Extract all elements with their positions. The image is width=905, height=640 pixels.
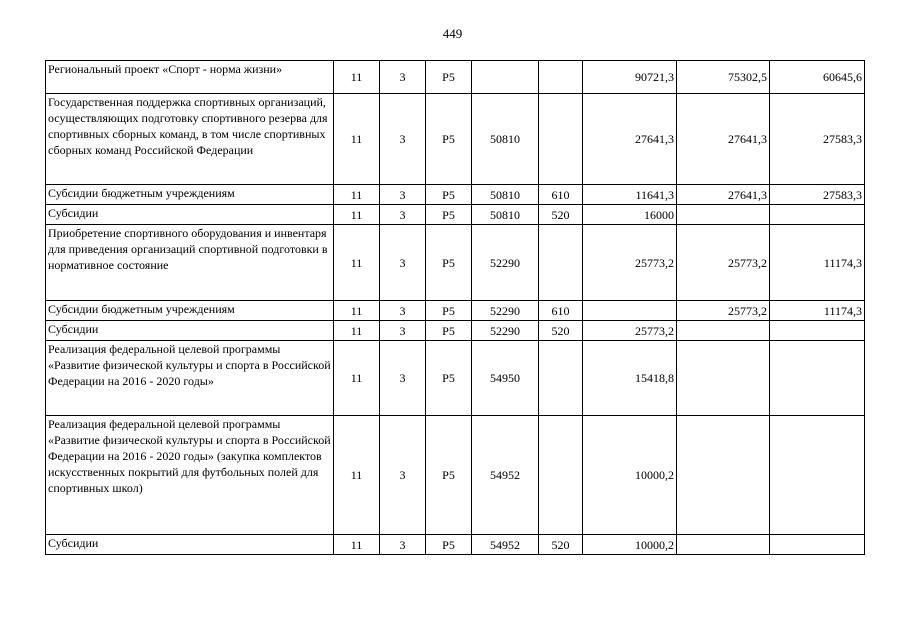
cell-subsection: 3 (380, 416, 426, 535)
table-row (46, 225, 865, 301)
cell-section: 11 (334, 301, 380, 321)
table-row (46, 94, 865, 185)
cell-subsection: 3 (380, 535, 426, 555)
cell-amount-year2: 25773,2 (677, 225, 770, 301)
cell-name: Региональный проект «Спорт - норма жизни» (46, 61, 334, 94)
budget-table (45, 60, 865, 555)
cell-name: Реализация федеральной целевой программы «Развитие физической культуры и спорта в Российской Федерации на 2016 - 2020 годы» (закупка комплектов искусственных покрытий для футбольных полей для спортивных школ) (46, 416, 334, 535)
table-row (46, 205, 865, 225)
cell-amount-year1: 27641,3 (583, 94, 677, 185)
cell-name: Субсидии (46, 205, 334, 225)
cell-section: 11 (334, 416, 380, 535)
table-row (46, 341, 865, 416)
cell-amount-year1: 10000,2 (583, 535, 677, 555)
cell-direction: 52290 (472, 301, 539, 321)
cell-section: 11 (334, 61, 380, 94)
cell-amount-year3 (770, 341, 865, 416)
cell-program: Р5 (426, 205, 472, 225)
cell-program: Р5 (426, 185, 472, 205)
cell-name: Субсидии (46, 535, 334, 555)
table-row (46, 185, 865, 205)
cell-section: 11 (334, 205, 380, 225)
cell-subsection: 3 (380, 94, 426, 185)
cell-amount-year2: 75302,5 (677, 61, 770, 94)
cell-expense-type (539, 61, 583, 94)
cell-program: Р5 (426, 301, 472, 321)
cell-program: Р5 (426, 416, 472, 535)
cell-section: 11 (334, 535, 380, 555)
cell-amount-year2: 27641,3 (677, 185, 770, 205)
cell-amount-year3: 11174,3 (770, 225, 865, 301)
cell-subsection: 3 (380, 225, 426, 301)
cell-section: 11 (334, 225, 380, 301)
cell-name: Государственная поддержка спортивных организаций, осуществляющих подготовку спортивного резерва для спортивных сборных команд, в том числе спортивных сборных команд Российской Федерации (46, 94, 334, 185)
cell-subsection: 3 (380, 301, 426, 321)
cell-amount-year3: 60645,6 (770, 61, 865, 94)
cell-subsection: 3 (380, 61, 426, 94)
cell-expense-type: 520 (539, 205, 583, 225)
cell-program: Р5 (426, 94, 472, 185)
cell-amount-year2 (677, 321, 770, 341)
table-row (46, 321, 865, 341)
cell-subsection: 3 (380, 185, 426, 205)
cell-amount-year3 (770, 535, 865, 555)
cell-expense-type: 610 (539, 185, 583, 205)
cell-expense-type (539, 416, 583, 535)
cell-amount-year2 (677, 416, 770, 535)
cell-amount-year3 (770, 321, 865, 341)
cell-amount-year3: 27583,3 (770, 185, 865, 205)
table-row (46, 61, 865, 94)
cell-program: Р5 (426, 225, 472, 301)
cell-amount-year2 (677, 205, 770, 225)
cell-amount-year1: 25773,2 (583, 321, 677, 341)
cell-subsection: 3 (380, 205, 426, 225)
cell-section: 11 (334, 94, 380, 185)
cell-amount-year3: 27583,3 (770, 94, 865, 185)
table-row (46, 301, 865, 321)
cell-amount-year3 (770, 205, 865, 225)
cell-expense-type: 520 (539, 535, 583, 555)
cell-amount-year1 (583, 301, 677, 321)
cell-name: Реализация федеральной целевой программы «Развитие физической культуры и спорта в Российской Федерации на 2016 - 2020 годы» (46, 341, 334, 416)
cell-program: Р5 (426, 321, 472, 341)
cell-direction: 54952 (472, 416, 539, 535)
cell-subsection: 3 (380, 321, 426, 341)
cell-amount-year1: 10000,2 (583, 416, 677, 535)
cell-name: Субсидии бюджетным учреждениям (46, 301, 334, 321)
table-row (46, 416, 865, 535)
cell-amount-year1: 11641,3 (583, 185, 677, 205)
cell-amount-year2 (677, 341, 770, 416)
cell-section: 11 (334, 185, 380, 205)
cell-amount-year2: 27641,3 (677, 94, 770, 185)
cell-amount-year3: 11174,3 (770, 301, 865, 321)
cell-expense-type: 610 (539, 301, 583, 321)
cell-amount-year2 (677, 535, 770, 555)
cell-direction: 52290 (472, 225, 539, 301)
cell-amount-year3 (770, 416, 865, 535)
page-number: 449 (442, 26, 463, 41)
cell-direction: 52290 (472, 321, 539, 341)
cell-program: Р5 (426, 61, 472, 94)
cell-direction: 54952 (472, 535, 539, 555)
cell-section: 11 (334, 321, 380, 341)
cell-direction: 50810 (472, 205, 539, 225)
cell-amount-year1: 16000 (583, 205, 677, 225)
cell-subsection: 3 (380, 341, 426, 416)
cell-program: Р5 (426, 341, 472, 416)
table-row (46, 535, 865, 555)
cell-expense-type (539, 341, 583, 416)
cell-expense-type (539, 225, 583, 301)
cell-expense-type: 520 (539, 321, 583, 341)
cell-amount-year1: 15418,8 (583, 341, 677, 416)
cell-name: Приобретение спортивного оборудования и инвентаря для приведения организаций спортивной подготовки в нормативное состояние (46, 225, 334, 301)
cell-name: Субсидии (46, 321, 334, 341)
cell-direction: 54950 (472, 341, 539, 416)
cell-section: 11 (334, 341, 380, 416)
cell-program: Р5 (426, 535, 472, 555)
cell-amount-year1: 25773,2 (583, 225, 677, 301)
cell-direction: 50810 (472, 94, 539, 185)
cell-direction: 50810 (472, 185, 539, 205)
cell-direction (472, 61, 539, 94)
cell-amount-year2: 25773,2 (677, 301, 770, 321)
cell-expense-type (539, 94, 583, 185)
cell-amount-year1: 90721,3 (583, 61, 677, 94)
cell-name: Субсидии бюджетным учреждениям (46, 185, 334, 205)
